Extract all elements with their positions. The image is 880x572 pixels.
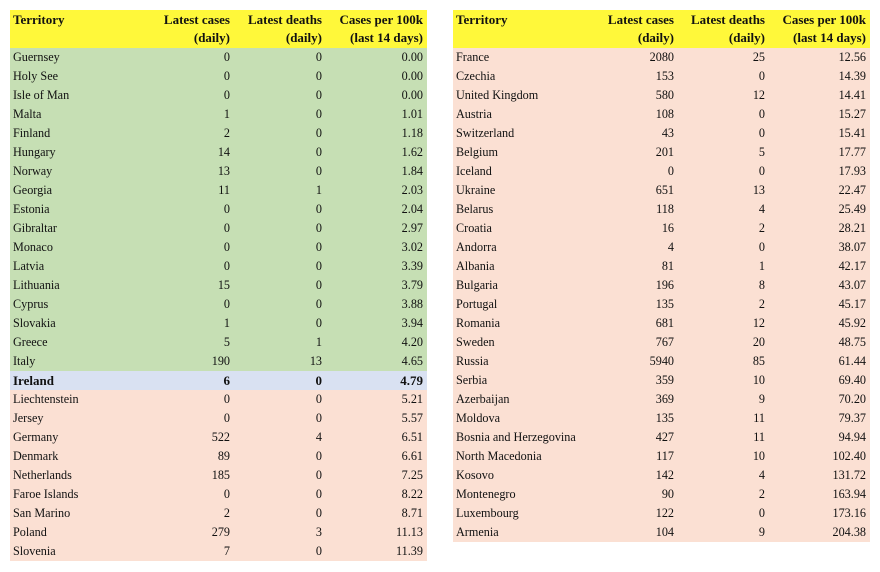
table-row <box>10 371 427 390</box>
cell-territory: Serbia <box>456 373 488 387</box>
cell-latest-cases: 0 <box>223 392 230 406</box>
cell-latest-deaths: 0 <box>758 126 765 140</box>
table-row <box>453 390 870 409</box>
cell-latest-deaths: 1 <box>315 183 322 197</box>
cell-territory: Jersey <box>13 411 44 425</box>
cell-cases-per-100k: 3.94 <box>401 316 423 330</box>
cell-cases-per-100k: 79.37 <box>838 411 866 425</box>
cell-latest-deaths: 0 <box>315 411 322 425</box>
cell-territory: Greece <box>13 335 48 349</box>
cell-territory: Netherlands <box>13 468 72 482</box>
table-row <box>10 67 427 86</box>
table-row <box>10 86 427 105</box>
cell-territory: Isle of Man <box>13 88 70 102</box>
cell-territory: Ukraine <box>456 183 496 197</box>
cell-territory: Croatia <box>456 221 492 235</box>
cell-latest-cases: 108 <box>655 107 674 121</box>
table-row <box>10 238 427 257</box>
cell-cases-per-100k: 5.57 <box>401 411 423 425</box>
cell-cases-per-100k: 28.21 <box>838 221 866 235</box>
table-row <box>10 124 427 143</box>
cell-cases-per-100k: 2.03 <box>401 183 423 197</box>
cell-territory: Iceland <box>456 164 492 178</box>
table-row <box>453 105 870 124</box>
cell-latest-cases: 0 <box>223 202 230 216</box>
cell-latest-deaths: 1 <box>758 259 765 273</box>
cell-territory: Armenia <box>456 525 499 539</box>
table-row <box>453 238 870 257</box>
cell-latest-deaths: 4 <box>758 468 765 482</box>
cell-latest-deaths: 5 <box>758 145 765 159</box>
cell-territory: Bosnia and Herzegovina <box>456 430 576 444</box>
cell-latest-deaths: 85 <box>752 354 765 368</box>
cell-latest-cases: 5940 <box>649 354 674 368</box>
cell-latest-cases: 427 <box>655 430 674 444</box>
cell-territory: Malta <box>13 107 42 121</box>
cell-cases-per-100k: 1.18 <box>401 126 423 140</box>
cell-latest-deaths: 4 <box>758 202 765 216</box>
cell-territory: Slovenia <box>13 544 56 558</box>
cell-territory: Poland <box>13 525 47 539</box>
cell-cases-per-100k: 17.77 <box>838 145 866 159</box>
table-row <box>10 276 427 295</box>
cell-territory: Azerbaijan <box>456 392 510 406</box>
cell-cases-per-100k: 8.22 <box>401 487 423 501</box>
cell-latest-cases: 13 <box>217 164 230 178</box>
cell-cases-per-100k: 173.16 <box>832 506 866 520</box>
cell-latest-cases: 190 <box>211 354 230 368</box>
cell-territory: Portugal <box>456 297 498 311</box>
cell-latest-deaths: 0 <box>315 126 322 140</box>
table-row <box>453 162 870 181</box>
cell-cases-per-100k: 6.61 <box>401 449 423 463</box>
cell-territory: Kosovo <box>456 468 494 482</box>
cell-latest-cases: 2 <box>223 126 230 140</box>
cell-latest-deaths: 0 <box>758 107 765 121</box>
cell-territory: Finland <box>13 126 51 140</box>
cell-latest-cases: 153 <box>655 69 674 83</box>
table-row <box>453 181 870 200</box>
cell-latest-cases: 279 <box>211 525 230 539</box>
cell-cases-per-100k: 204.38 <box>832 525 866 539</box>
cell-latest-cases: 5 <box>223 335 230 349</box>
table-row <box>453 86 870 105</box>
cell-latest-deaths: 0 <box>315 107 322 121</box>
cell-cases-per-100k: 1.84 <box>401 164 423 178</box>
cell-latest-cases: 767 <box>655 335 674 349</box>
header-latest-deaths: Latest deaths (daily) <box>690 12 765 45</box>
cell-latest-cases: 580 <box>655 88 674 102</box>
cell-territory: Cyprus <box>13 297 49 311</box>
table-row <box>453 333 870 352</box>
table-row <box>453 523 870 542</box>
cell-latest-cases: 359 <box>655 373 674 387</box>
cell-territory: Ireland <box>13 373 54 388</box>
cell-cases-per-100k: 25.49 <box>838 202 866 216</box>
cell-latest-deaths: 0 <box>315 69 322 83</box>
cell-cases-per-100k: 15.27 <box>838 107 866 121</box>
cell-latest-deaths: 13 <box>752 183 765 197</box>
table-row <box>10 295 427 314</box>
cell-latest-deaths: 0 <box>315 468 322 482</box>
cell-cases-per-100k: 38.07 <box>838 240 866 254</box>
cell-latest-deaths: 11 <box>753 430 765 444</box>
cell-latest-cases: 0 <box>223 50 230 64</box>
table-row <box>453 447 870 466</box>
table-row <box>453 295 870 314</box>
cell-cases-per-100k: 0.00 <box>401 50 423 64</box>
table-row <box>10 333 427 352</box>
cell-latest-deaths: 0 <box>758 506 765 520</box>
cell-latest-cases: 1 <box>223 107 230 121</box>
cell-latest-cases: 0 <box>223 411 230 425</box>
cell-latest-deaths: 4 <box>315 430 322 444</box>
table-row <box>10 200 427 219</box>
cell-cases-per-100k: 0.00 <box>401 88 423 102</box>
cell-latest-cases: 43 <box>661 126 674 140</box>
table-row <box>453 409 870 428</box>
cell-latest-cases: 1 <box>223 316 230 330</box>
cell-latest-cases: 185 <box>211 468 230 482</box>
table-row <box>453 257 870 276</box>
cell-latest-cases: 2 <box>223 506 230 520</box>
cell-cases-per-100k: 11.39 <box>396 544 423 558</box>
cell-territory: Faroe Islands <box>13 487 79 501</box>
table-row <box>10 542 427 561</box>
cell-latest-cases: 2080 <box>649 50 674 64</box>
cell-latest-deaths: 0 <box>315 297 322 311</box>
cell-territory: Slovakia <box>13 316 56 330</box>
table-row <box>10 523 427 542</box>
cell-territory: Norway <box>13 164 53 178</box>
cell-latest-deaths: 0 <box>315 449 322 463</box>
cell-territory: Liechtenstein <box>13 392 79 406</box>
cell-cases-per-100k: 17.93 <box>838 164 866 178</box>
cell-latest-deaths: 10 <box>752 373 765 387</box>
table-row <box>10 428 427 447</box>
cell-territory: Russia <box>456 354 489 368</box>
table-row <box>10 257 427 276</box>
cell-latest-cases: 0 <box>223 221 230 235</box>
table-row <box>453 124 870 143</box>
cell-cases-per-100k: 14.39 <box>838 69 866 83</box>
cell-territory: Romania <box>456 316 501 330</box>
table-row <box>10 447 427 466</box>
cell-latest-cases: 90 <box>661 487 674 501</box>
cell-latest-deaths: 0 <box>315 202 322 216</box>
cell-latest-deaths: 2 <box>758 221 765 235</box>
cell-latest-deaths: 0 <box>315 392 322 406</box>
cell-latest-cases: 117 <box>656 449 674 463</box>
cell-territory: Sweden <box>456 335 495 349</box>
cell-territory: Monaco <box>13 240 53 254</box>
cell-latest-cases: 201 <box>655 145 674 159</box>
cell-territory: Gibraltar <box>13 221 57 235</box>
cell-latest-cases: 14 <box>217 145 230 159</box>
table-row <box>453 504 870 523</box>
cell-cases-per-100k: 2.97 <box>401 221 423 235</box>
cell-cases-per-100k: 45.92 <box>838 316 866 330</box>
cell-cases-per-100k: 3.02 <box>401 240 423 254</box>
table-row <box>453 314 870 333</box>
table-row <box>453 219 870 238</box>
table-header <box>453 10 870 48</box>
cell-cases-per-100k: 163.94 <box>832 487 866 501</box>
cell-cases-per-100k: 2.04 <box>401 202 423 216</box>
cell-latest-cases: 651 <box>655 183 674 197</box>
cell-latest-deaths: 0 <box>315 506 322 520</box>
cell-latest-deaths: 11 <box>753 411 765 425</box>
table-row <box>10 143 427 162</box>
table-row <box>10 466 427 485</box>
cell-latest-deaths: 8 <box>758 278 765 292</box>
cell-territory: Montenegro <box>456 487 516 501</box>
cell-cases-per-100k: 4.20 <box>401 335 423 349</box>
cell-latest-deaths: 0 <box>315 145 322 159</box>
cell-latest-cases: 0 <box>223 69 230 83</box>
cell-territory: France <box>456 50 490 64</box>
cell-cases-per-100k: 69.40 <box>838 373 866 387</box>
cell-latest-cases: 135 <box>655 297 674 311</box>
cell-cases-per-100k: 22.47 <box>838 183 866 197</box>
cell-latest-deaths: 0 <box>315 278 322 292</box>
cell-territory: Belgium <box>456 145 498 159</box>
left-table <box>10 10 427 561</box>
cell-cases-per-100k: 1.62 <box>401 145 423 159</box>
cell-latest-deaths: 0 <box>315 240 322 254</box>
table-row <box>10 105 427 124</box>
cell-territory: North Macedonia <box>456 449 542 463</box>
table-row <box>10 219 427 238</box>
cell-latest-deaths: 0 <box>315 544 322 558</box>
cell-territory: Albania <box>456 259 495 273</box>
cell-latest-cases: 104 <box>655 525 674 539</box>
table-row <box>10 48 427 67</box>
cell-territory: Estonia <box>13 202 50 216</box>
cell-cases-per-100k: 5.21 <box>401 392 423 406</box>
cell-territory: San Marino <box>13 506 71 520</box>
table-row <box>10 181 427 200</box>
cell-territory: Denmark <box>13 449 59 463</box>
cell-latest-cases: 142 <box>655 468 674 482</box>
cell-latest-cases: 681 <box>655 316 674 330</box>
cell-cases-per-100k: 1.01 <box>401 107 423 121</box>
cell-cases-per-100k: 8.71 <box>401 506 423 520</box>
cell-latest-deaths: 25 <box>752 50 765 64</box>
cell-cases-per-100k: 11.13 <box>396 525 423 539</box>
table-row <box>10 504 427 523</box>
cell-latest-cases: 196 <box>655 278 674 292</box>
cell-territory: Latvia <box>13 259 45 273</box>
table-row <box>10 162 427 181</box>
cell-latest-deaths: 12 <box>752 316 765 330</box>
cell-cases-per-100k: 3.39 <box>401 259 423 273</box>
header-territory: Territory <box>13 12 65 27</box>
table-row <box>10 352 427 371</box>
cell-latest-deaths: 0 <box>758 69 765 83</box>
cell-cases-per-100k: 6.51 <box>401 430 423 444</box>
cell-cases-per-100k: 42.17 <box>838 259 866 273</box>
table-row <box>453 352 870 371</box>
cell-latest-cases: 16 <box>661 221 674 235</box>
cell-territory: Switzerland <box>456 126 515 140</box>
cell-territory: Georgia <box>13 183 53 197</box>
cell-latest-cases: 11 <box>218 183 230 197</box>
cell-latest-cases: 0 <box>223 297 230 311</box>
cell-latest-cases: 0 <box>223 240 230 254</box>
cell-latest-deaths: 0 <box>315 50 322 64</box>
table-body <box>453 48 870 542</box>
header-latest-cases: Latest cases (daily) <box>607 12 674 45</box>
cell-territory: Andorra <box>456 240 497 254</box>
cell-territory: Czechia <box>456 69 496 83</box>
cell-latest-cases: 118 <box>656 202 674 216</box>
cell-territory: Guernsey <box>13 50 60 64</box>
cell-cases-per-100k: 4.65 <box>401 354 423 368</box>
table-row <box>10 390 427 409</box>
cell-latest-cases: 122 <box>655 506 674 520</box>
table-body <box>10 48 427 561</box>
cell-latest-cases: 89 <box>217 449 230 463</box>
cell-territory: Lithuania <box>13 278 60 292</box>
cell-cases-per-100k: 61.44 <box>838 354 866 368</box>
cell-latest-deaths: 0 <box>315 88 322 102</box>
cell-cases-per-100k: 102.40 <box>832 449 866 463</box>
header-cases-per-100k: Cases per 100k (last 14 days) <box>782 12 866 45</box>
cell-cases-per-100k: 4.79 <box>400 373 423 388</box>
cell-latest-cases: 0 <box>223 487 230 501</box>
right-table <box>453 10 870 542</box>
cell-latest-deaths: 0 <box>315 259 322 273</box>
header-territory: Territory <box>456 12 508 27</box>
cell-cases-per-100k: 131.72 <box>832 468 866 482</box>
table-row <box>10 314 427 333</box>
cell-cases-per-100k: 43.07 <box>838 278 866 292</box>
cell-cases-per-100k: 15.41 <box>838 126 866 140</box>
cell-cases-per-100k: 94.94 <box>838 430 866 444</box>
table-row <box>453 466 870 485</box>
cell-territory: Holy See <box>13 69 59 83</box>
table-row <box>453 485 870 504</box>
cell-latest-deaths: 1 <box>315 335 322 349</box>
cell-latest-deaths: 0 <box>315 164 322 178</box>
cell-latest-cases: 6 <box>223 373 230 388</box>
cell-territory: Italy <box>13 354 36 368</box>
cell-latest-cases: 4 <box>667 240 674 254</box>
cell-latest-deaths: 0 <box>315 316 322 330</box>
cell-cases-per-100k: 3.79 <box>401 278 423 292</box>
cell-latest-deaths: 9 <box>758 392 765 406</box>
cell-cases-per-100k: 70.20 <box>838 392 866 406</box>
cell-territory: Belarus <box>456 202 494 216</box>
cell-latest-cases: 0 <box>223 259 230 273</box>
table-row <box>10 409 427 428</box>
header-latest-cases: Latest cases (daily) <box>163 12 230 45</box>
cell-territory: Hungary <box>13 145 56 159</box>
cell-latest-deaths: 0 <box>758 164 765 178</box>
cell-latest-cases: 135 <box>655 411 674 425</box>
table-row <box>453 276 870 295</box>
table-row <box>453 48 870 67</box>
cell-latest-deaths: 0 <box>315 221 322 235</box>
cell-latest-deaths: 10 <box>752 449 765 463</box>
table-header <box>10 10 427 48</box>
cell-territory: United Kingdom <box>456 88 539 102</box>
cell-cases-per-100k: 45.17 <box>838 297 866 311</box>
cell-latest-cases: 0 <box>223 88 230 102</box>
table-row <box>453 143 870 162</box>
cell-cases-per-100k: 0.00 <box>401 69 423 83</box>
cell-latest-deaths: 2 <box>758 297 765 311</box>
cell-latest-deaths: 0 <box>315 373 322 388</box>
cell-territory: Germany <box>13 430 59 444</box>
cell-latest-cases: 15 <box>217 278 230 292</box>
cell-latest-deaths: 3 <box>315 525 322 539</box>
cell-latest-cases: 7 <box>223 544 230 558</box>
cell-territory: Luxembourg <box>456 506 519 520</box>
cell-latest-deaths: 9 <box>758 525 765 539</box>
table-row <box>453 371 870 390</box>
header-latest-deaths: Latest deaths (daily) <box>247 12 322 45</box>
cell-latest-cases: 369 <box>655 392 674 406</box>
cell-latest-deaths: 0 <box>758 240 765 254</box>
cell-cases-per-100k: 12.56 <box>838 50 866 64</box>
cell-cases-per-100k: 48.75 <box>838 335 866 349</box>
cell-territory: Bulgaria <box>456 278 498 292</box>
cell-latest-deaths: 13 <box>309 354 322 368</box>
cell-latest-deaths: 12 <box>752 88 765 102</box>
cell-latest-cases: 0 <box>667 164 674 178</box>
cell-cases-per-100k: 14.41 <box>838 88 866 102</box>
cell-latest-deaths: 20 <box>752 335 765 349</box>
cell-latest-deaths: 2 <box>758 487 765 501</box>
cell-latest-deaths: 0 <box>315 487 322 501</box>
cell-territory: Moldova <box>456 411 501 425</box>
cell-latest-cases: 522 <box>211 430 230 444</box>
header-cases-per-100k: Cases per 100k (last 14 days) <box>339 12 423 45</box>
cell-territory: Austria <box>456 107 492 121</box>
cell-cases-per-100k: 7.25 <box>401 468 423 482</box>
table-row <box>453 428 870 447</box>
table-row <box>10 485 427 504</box>
table-row <box>453 200 870 219</box>
cell-cases-per-100k: 3.88 <box>401 297 423 311</box>
cell-latest-cases: 81 <box>661 259 674 273</box>
table-row <box>453 67 870 86</box>
